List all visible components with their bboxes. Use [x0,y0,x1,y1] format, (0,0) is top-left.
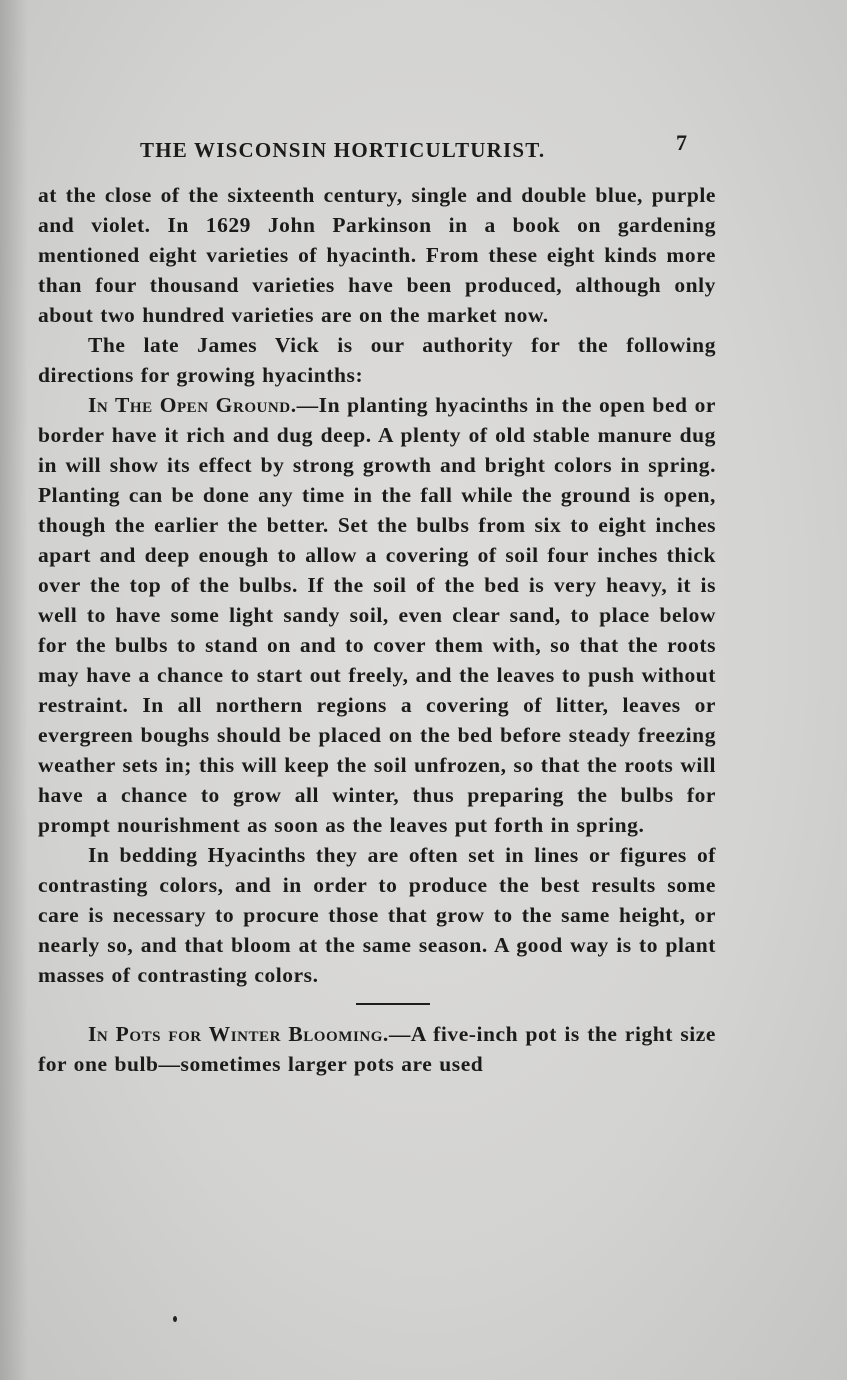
section-heading-pots: In Pots for Winter Blooming. [88,1022,389,1046]
paragraph-bedding: In bedding Hyacinths they are often set in lines or figures of contrasting colors, and in order to produce the best results some care is necessary to procure those that grow to the same height, or nearly so, and that bloom at the same season. A good way is to plant masses of contrasting colors. [38,843,716,987]
page-header [0,128,847,164]
section-heading-open-ground: In The Open Ground. [88,393,297,417]
page-body [38,180,716,1079]
section-divider-rule [356,1003,430,1005]
ink-speck [173,1316,177,1322]
paragraph-history: at the close of the sixteenth century, single and double blue, purple and violet. In 1629 John Parkinson in a book on gardening mentioned eight varieties of hyacinth. From these eight kinds more than four thousand varieties have been produced, although only about two hundred varieties are on the market now. [38,183,716,327]
page-number: 7 [676,130,687,155]
running-title: THE WISCONSIN HORTICULTURIST. [140,138,546,162]
paragraph-pots [38,1019,716,1079]
paragraph-pots-text: —A five-inch pot is the right size for one bulb—sometimes larger pots are used [38,1022,716,1076]
paragraph-open-ground [38,390,716,840]
paragraph-vick-intro: The late James Vick is our authority for the following directions for growing hyacinths: [38,333,716,387]
paragraph-open-ground-text: —In planting hyacinths in the open bed or border have it rich and dug deep. A plenty of old stable manure dug in will show its effect by strong growth and bright colors in spring. Planting can be done any time in the fall while the ground is open, though the earlier the better. Set the bulbs from six to eight inches apart and deep enough to allow a covering of soil four inches thick over the top of the bulbs. If the soil of the bed is very heavy, it is well to have some light sandy soil, even clear sand, to place below for the bulbs to stand on and to cover them with, so that the roots may have a chance to start out freely, and the leaves to push without restraint. In all northern regions a covering of litter, leaves or evergreen boughs should be placed on the bed before steady freezing weather sets in; this will keep the soil unfrozen, so that the roots will have a chance to grow all winter, thus preparing the bulbs for prompt nourishment as soon as the leaves put forth in spring. [38,393,716,837]
